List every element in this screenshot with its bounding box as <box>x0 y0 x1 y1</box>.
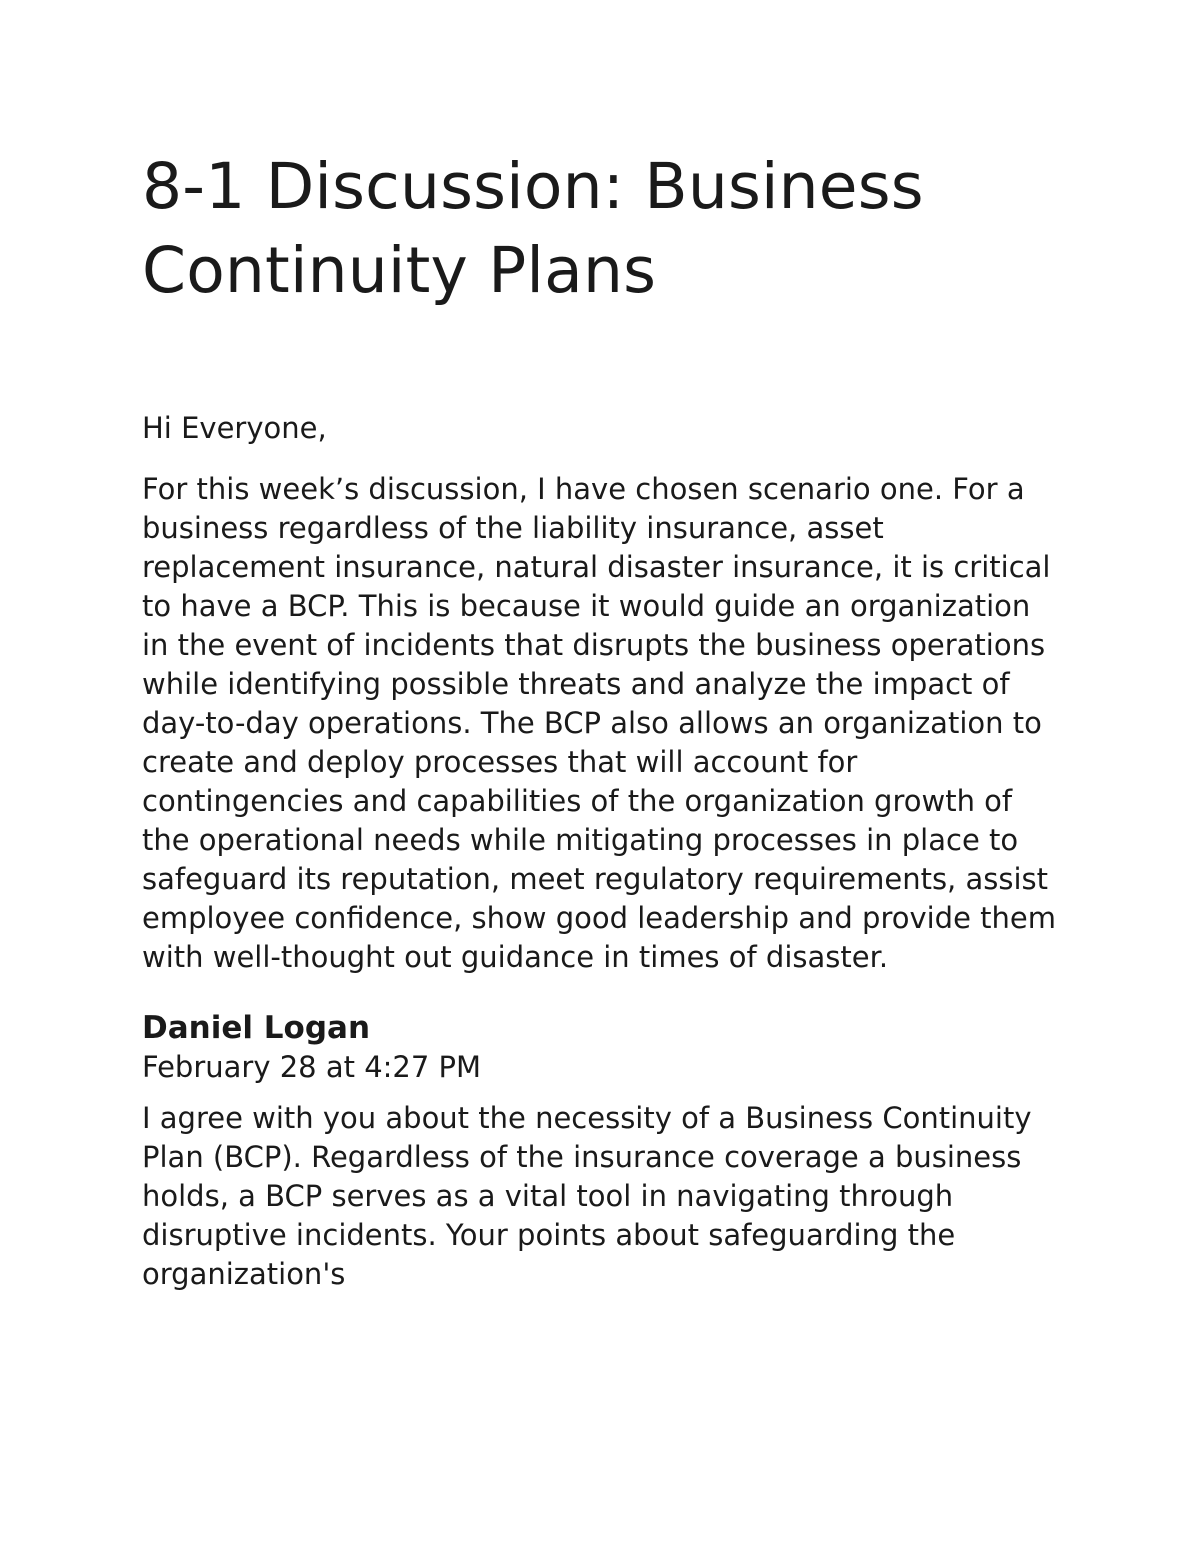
document-page <box>142 145 1062 1294</box>
page-title: 8-1 Discussion: Business Continuity Plans <box>142 150 924 307</box>
reply <box>142 1009 1062 1294</box>
post-greeting: Hi Everyone, <box>142 411 327 445</box>
reply-body: I agree with you about the necessity of a Business Continuity Plan (BCP). Regardless of the insurance coverage a business holds, a BCP serves as a vital tool in navigating through disruptive incidents. Your points about safeguarding the organization's <box>142 1101 1032 1291</box>
reply-date: February 28 at 4:27 PM <box>142 1050 482 1084</box>
reply-author: Daniel Logan <box>142 1010 371 1046</box>
post-body: For this week’s discussion, I have chosen scenario one. For a business regardless of the liability insurance, asset replacement insurance, natural disaster insurance, it is critical to have a BCP. This is because it would guide an organization in the event of incidents that disrupts the business operations while identifying possible threats and analyze the impact of day-to-day operations. The BCP also allows an organization to create and deploy processes that will account for contingencies and capabilities of the organization growth of the operational needs while mitigating processes in place to safeguard its reputation, meet regulatory requirements, assist employee confidence, show good leadership and provide them with well-thought out guidance in times of disaster. <box>142 472 1056 974</box>
